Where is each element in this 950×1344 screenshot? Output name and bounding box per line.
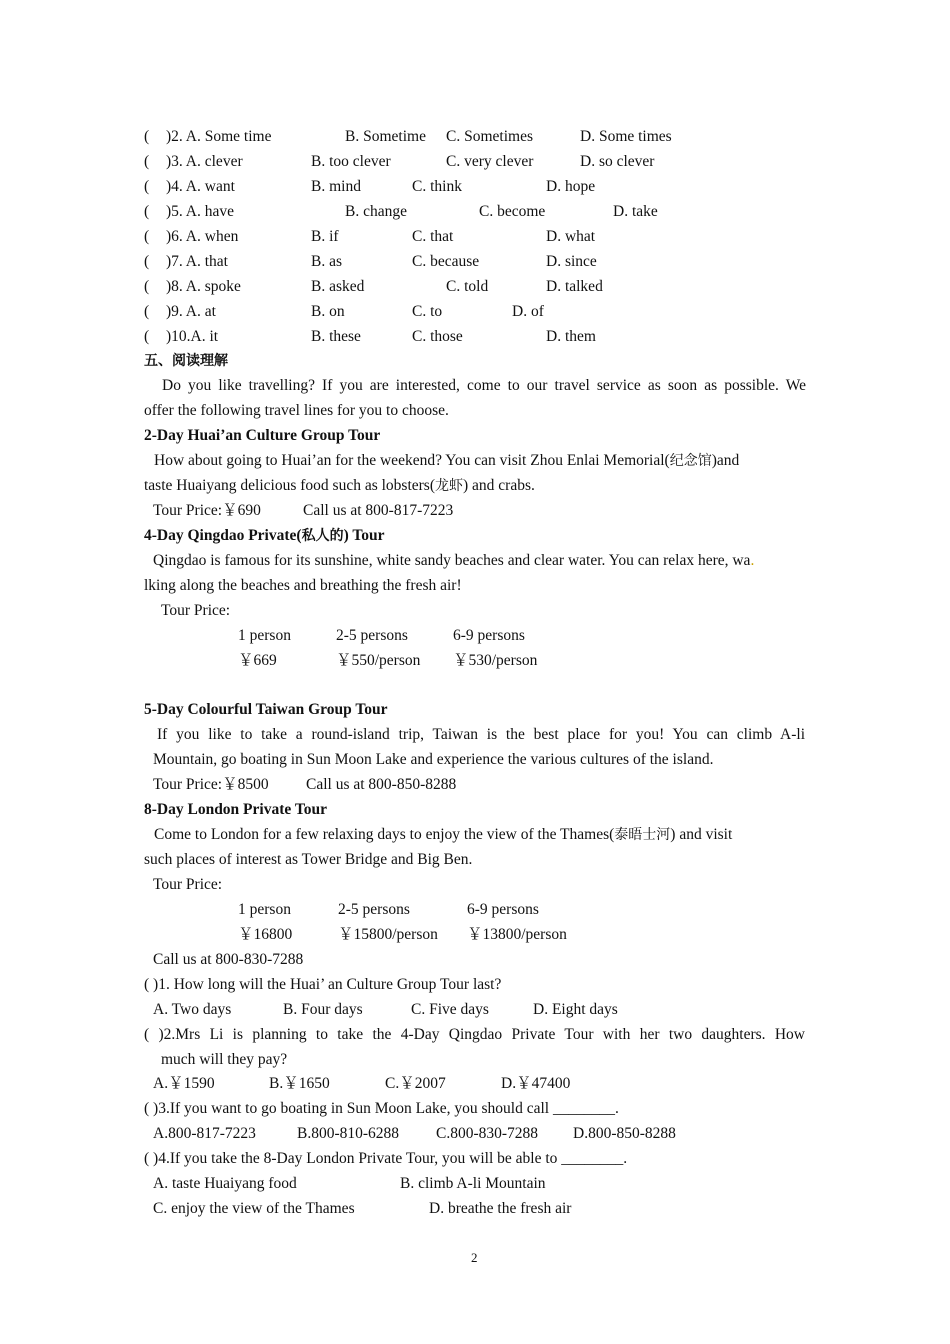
tour-title: 8-Day London Private Tour: [144, 801, 328, 818]
option-a: )4. A. want: [166, 178, 235, 195]
option-a: )8. A. spoke: [166, 278, 241, 295]
option-b: B. Four days: [283, 1001, 363, 1018]
option-c: C. Sometimes: [446, 128, 533, 145]
price-header: 6-9 persons: [467, 901, 539, 918]
answer-paren: (: [144, 153, 150, 170]
option-a: )2. A. Some time: [166, 128, 272, 145]
option-d: D.800-850-8288: [573, 1125, 676, 1142]
option-b: B. asked: [311, 278, 365, 295]
price-cell: ￥15800/person: [338, 926, 438, 943]
question-stem: ( )1. How long will the Huai’ an Culture Group Tour last?: [144, 976, 502, 993]
price-cell: ￥13800/person: [467, 926, 567, 943]
option-b: B. if: [311, 228, 339, 245]
option-d: D. breathe the fresh air: [429, 1200, 572, 1217]
answer-paren: (: [144, 303, 150, 320]
tour-description-line: If you like to take a round-island trip, Taiwan is the best place for you! You can climb A-li: [157, 726, 805, 743]
option-d: D. talked: [546, 278, 603, 295]
answer-paren: (: [144, 228, 150, 245]
option-d: D. Eight days: [533, 1001, 618, 1018]
option-d: D. Some times: [580, 128, 672, 145]
intro-line: offer the following travel lines for you to choose.: [144, 402, 449, 419]
tour-description-line: taste Huaiyang delicious food such as lobsters(龙虾) and crabs.: [144, 477, 535, 494]
tour-price-label: Tour Price:: [161, 602, 231, 619]
price-header: 6-9 persons: [453, 627, 525, 644]
tour-price: Tour Price:￥690: [153, 502, 261, 519]
option-a: )7. A. that: [166, 253, 228, 270]
option-b: B. too clever: [311, 153, 391, 170]
option-a: A. Two days: [153, 1001, 232, 1018]
option-c: C. Five days: [411, 1001, 489, 1018]
price-cell: ￥530/person: [453, 652, 538, 669]
option-c: C. become: [479, 203, 546, 220]
answer-paren: (: [144, 203, 150, 220]
tour-phone: Call us at 800-817-7223: [303, 502, 454, 519]
option-c: C. enjoy the view of the Thames: [153, 1200, 355, 1217]
option-c: C. to: [412, 303, 443, 320]
question-stem: ( )2.Mrs Li is planning to take the 4-Day Qingdao Private Tour with her two daughters. How: [144, 1026, 805, 1043]
tour-description-line: Mountain, go boating in Sun Moon Lake and experience the various cultures of the island.: [153, 751, 714, 768]
tour-title: 2-Day Huai’an Culture Group Tour: [144, 427, 381, 444]
question-stem: much will they pay?: [161, 1051, 288, 1068]
price-cell: ￥16800: [238, 926, 293, 943]
option-c: C. that: [412, 228, 454, 245]
option-a: )6. A. when: [166, 228, 239, 245]
page-number: 2: [471, 1250, 478, 1265]
answer-paren: (: [144, 128, 150, 145]
option-b: B. change: [345, 203, 407, 220]
tour-description-line: Qingdao is famous for its sunshine, white sandy beaches and clear water. You can relax here, wa.: [153, 552, 755, 569]
option-b: B.￥1650: [269, 1075, 330, 1092]
option-d: D. so clever: [580, 153, 655, 170]
tour-phone: Call us at 800-850-8288: [306, 776, 457, 793]
option-c: C. told: [446, 278, 489, 295]
section-title: 五、阅读理解: [144, 353, 228, 369]
tour-description-line: lking along the beaches and breathing the fresh air!: [144, 577, 462, 594]
option-a: )9. A. at: [166, 303, 216, 320]
price-header: 1 person: [238, 901, 291, 918]
option-d: D. take: [613, 203, 658, 220]
option-a: )10.A. it: [166, 328, 219, 345]
option-b: B. these: [311, 328, 361, 345]
option-b: B.800-810-6288: [297, 1125, 400, 1142]
tour-title: 5-Day Colourful Taiwan Group Tour: [144, 701, 388, 718]
option-c: C. because: [412, 253, 480, 270]
option-a: A.￥1590: [153, 1075, 215, 1092]
price-cell: ￥550/person: [336, 652, 421, 669]
tour-price-label: Tour Price:: [153, 876, 223, 893]
option-c: C.800-830-7288: [436, 1125, 539, 1142]
option-c: C. very clever: [446, 153, 534, 170]
option-b: B. Sometime: [345, 128, 426, 145]
option-a: A. taste Huaiyang food: [153, 1175, 297, 1192]
answer-paren: (: [144, 253, 150, 270]
tour-description-line: such places of interest as Tower Bridge and Big Ben.: [144, 851, 473, 868]
price-header: 2-5 persons: [338, 901, 410, 918]
answer-paren: (: [144, 178, 150, 195]
tour-description-line: Come to London for a few relaxing days to enjoy the view of the Thames(泰晤士河) and visit: [154, 826, 733, 843]
option-b: B. as: [311, 253, 342, 270]
option-a: )3. A. clever: [166, 153, 243, 170]
option-b: B. on: [311, 303, 345, 320]
intro-line: Do you like travelling? If you are interested, come to our travel service as soon as possible. We: [162, 377, 806, 394]
option-a: )5. A. have: [166, 203, 235, 220]
option-b: B. climb A-li Mountain: [400, 1175, 546, 1192]
tour-phone: Call us at 800-830-7288: [153, 951, 304, 968]
option-d: D. hope: [546, 178, 596, 195]
answer-paren: (: [144, 278, 150, 295]
price-header: 1 person: [238, 627, 291, 644]
answer-paren: (: [144, 328, 150, 345]
option-d: D. of: [512, 303, 544, 320]
question-stem: ( )3.If you want to go boating in Sun Moon Lake, you should call ________.: [144, 1100, 619, 1117]
question-stem: ( )4.If you take the 8-Day London Private Tour, you will be able to ________.: [144, 1150, 628, 1167]
tour-title: 4-Day Qingdao Private(私人的) Tour: [144, 527, 385, 544]
price-header: 2-5 persons: [336, 627, 408, 644]
tour-price: Tour Price:￥8500: [153, 776, 269, 793]
option-d: D. them: [546, 328, 596, 345]
option-d: D. since: [546, 253, 597, 270]
option-b: B. mind: [311, 178, 361, 195]
price-cell: ￥669: [238, 652, 277, 669]
option-d: D.￥47400: [501, 1075, 571, 1092]
option-a: A.800-817-7223: [153, 1125, 256, 1142]
option-c: C. think: [412, 178, 462, 195]
option-c: C.￥2007: [385, 1075, 446, 1092]
option-d: D. what: [546, 228, 596, 245]
option-c: C. those: [412, 328, 463, 345]
tour-description-line: How about going to Huai’an for the weekend? You can visit Zhou Enlai Memorial(纪念馆)and: [154, 452, 740, 469]
